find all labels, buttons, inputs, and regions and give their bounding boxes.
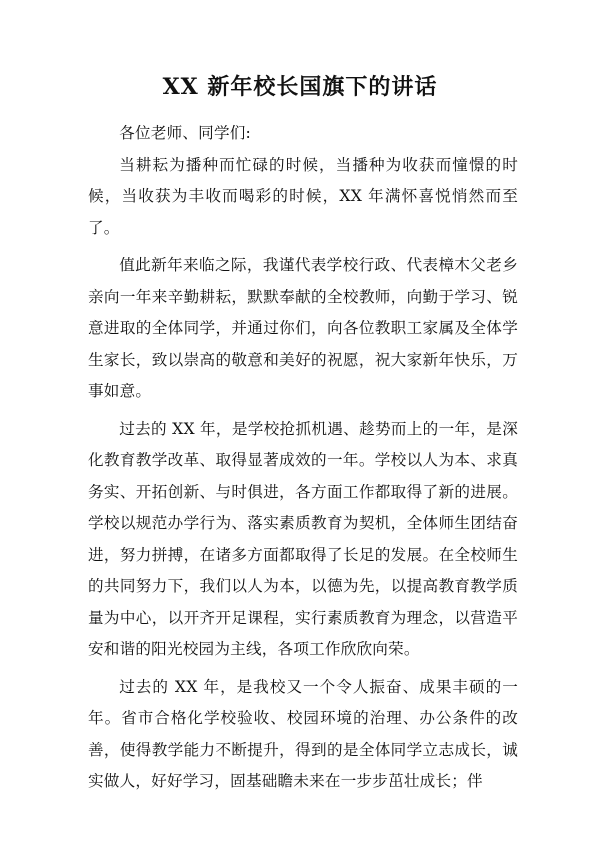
greeting-line: 各位老师、同学们:	[119, 124, 251, 142]
document-body	[88, 118, 518, 804]
document-title: XX 新年校长国旗下的讲话	[162, 74, 438, 100]
paragraph-1: 当耕耘为播种而忙碌的时候，当播种为收获而憧憬的时候，当收获为丰收而喝彩的时候，XX 年满怀喜悦悄然而至了。	[88, 155, 518, 237]
paragraph-4: 过去的 XX 年，是我校又一个令人振奋、成果丰硕的一年。省市合格化学校验收、校园环境的治理、办公条件的改善，使得教学能力不断提升，得到的是全体同学立志成长，诚实做人，好好学习，固基础瞻未来在一步步茁壮成长；伴	[88, 677, 518, 790]
paragraph-2: 值此新年来临之际，我谨代表学校行政、代表樟木父老乡亲向一年来辛勤耕耘，默默奉献的全校教师，向勤于学习、锐意进取的全体同学，并通过你们，向各位教职工家属及全体学生家长，致以崇高的敬意和美好的祝愿，祝大家新年快乐，万事如意。	[88, 256, 518, 400]
paragraph-3: 过去的 XX 年，是学校抢抓机遇、趁势而上的一年，是深化教育教学改革、取得显著成效的一年。学校以人为本、求真务实、开拓创新、与时俱进，各方面工作都取得了新的进展。学校以规范办学行为、落实素质教育为契机，全体师生团结奋进，努力拼搏，在诸多方面都取得了长足的发展。在全校师生的共同努力下，我们以人为本，以德为先，以提高教育教学质量为中心，以开齐开足课程，实行素质教育为理念，以营造平安和谐的阳光校园为主线，各项工作欣欣向荣。	[88, 419, 518, 658]
